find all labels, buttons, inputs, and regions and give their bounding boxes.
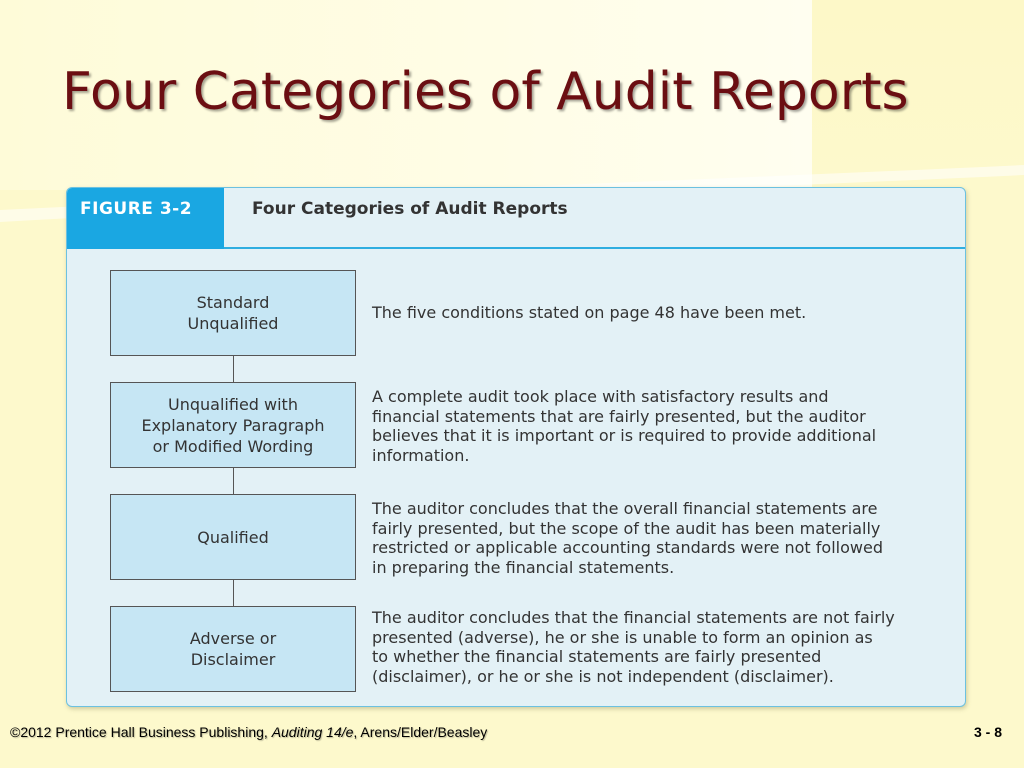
connector-line	[233, 467, 234, 494]
category-box-unqualified-explanatory	[110, 382, 356, 468]
category-box-qualified	[110, 494, 356, 580]
copyright-text: ©2012 Prentice Hall Business Publishing,	[10, 724, 272, 740]
figure-title: Four Categories of Audit Reports	[252, 199, 568, 219]
category-description-standard-unqualified: The five conditions stated on page 48 have been met.	[372, 303, 807, 322]
slide-number: 3 - 8	[973, 724, 1002, 740]
book-title: Auditing 14/e	[271, 724, 354, 740]
category-name: Standard Unqualified	[187, 293, 279, 333]
category-description-qualified: The auditor concludes that the overall financial statements are fairly presented, but the scope of the audit has been materially restricted or applicable accounting standards were not followed in preparing the financial statements.	[372, 499, 883, 577]
slide-title: Four Categories of Audit Reports	[62, 62, 909, 122]
category-name: Qualified	[197, 527, 269, 547]
figure-panel	[66, 187, 966, 707]
category-box-adverse-disclaimer	[110, 606, 356, 692]
category-name: Unqualified with Explanatory Paragraph or Modified Wording	[141, 394, 325, 456]
category-description-adverse-disclaimer: The auditor concludes that the financial statements are not fairly presented (adverse), he or she is unable to form an opinion as to whether the financial statements are fairly presented (disclaimer), or he or she is not independent (disclaimer).	[372, 608, 895, 686]
category-name: Adverse or Disclaimer	[189, 629, 277, 669]
connector-line	[233, 355, 234, 382]
authors-text: , Arens/Elder/Beasley	[353, 724, 488, 740]
category-description-unqualified-explanatory: A complete audit took place with satisfactory results and financial statements that are fairly presented, but the auditor believes that it is important or is required to provide additional information.	[372, 387, 877, 465]
footer-copyright	[10, 724, 487, 740]
figure-header	[67, 188, 965, 249]
connector-line	[233, 579, 234, 606]
figure-label: FIGURE 3-2	[67, 188, 224, 249]
category-box-standard-unqualified	[110, 270, 356, 356]
